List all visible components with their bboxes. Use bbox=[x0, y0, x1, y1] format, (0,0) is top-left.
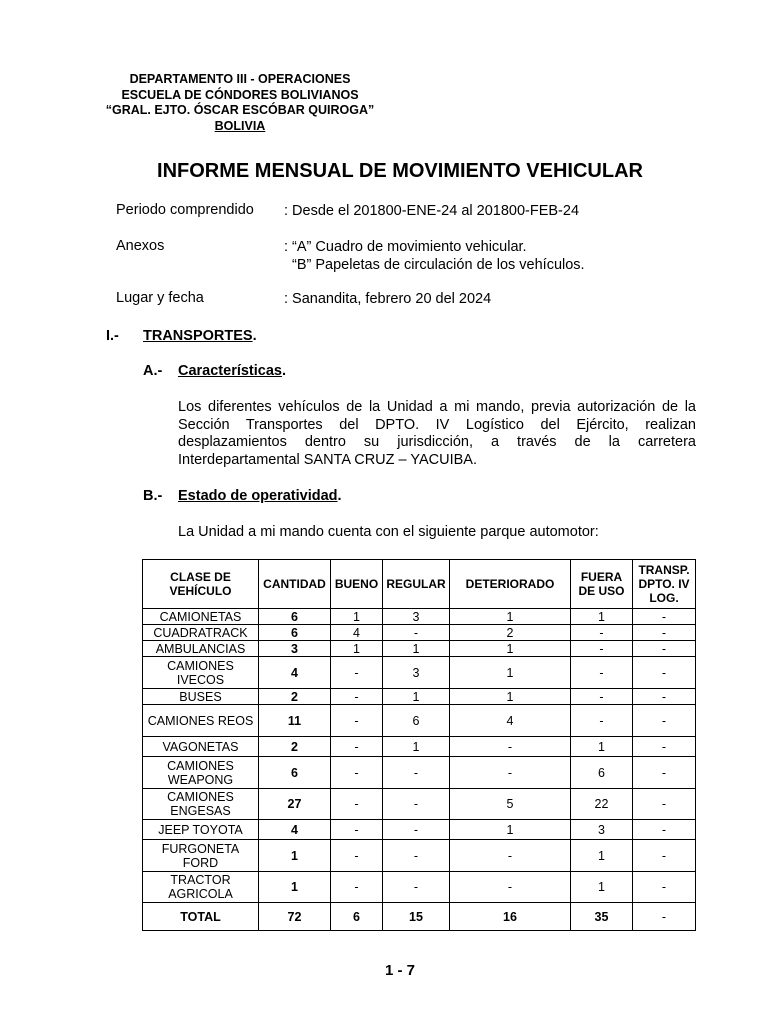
table-row: CAMIONES REOS 11 - 6 4 - - bbox=[143, 705, 696, 737]
table-row: VAGONETAS 2 - 1 - 1 - bbox=[143, 737, 696, 757]
col-bueno: BUENO bbox=[331, 560, 383, 609]
table-row: CAMIONES ENGESAS 27 - - 5 22 - bbox=[143, 789, 696, 820]
anexo-b: “B” Papeletas de circulación de los vehículos. bbox=[292, 257, 585, 273]
anexos-label: Anexos bbox=[116, 238, 165, 254]
col-transp: TRANSP. DPTO. IV LOG. bbox=[633, 560, 696, 609]
table-row: FURGONETA FORD 1 - - - 1 - bbox=[143, 840, 696, 872]
table-row: CAMIONES IVECOS 4 - 3 1 - - bbox=[143, 657, 696, 689]
header-school-name: “GRAL. EJTO. ÓSCAR ESCÓBAR QUIROGA” bbox=[105, 103, 375, 117]
table-row: AMBULANCIAS 3 1 1 1 - - bbox=[143, 641, 696, 657]
section-1-number: I.- bbox=[106, 328, 119, 344]
section-1-heading: TRANSPORTES. bbox=[143, 328, 257, 344]
lugar-label: Lugar y fecha bbox=[116, 290, 204, 306]
total-label: TOTAL bbox=[143, 903, 259, 931]
header-school: ESCUELA DE CÓNDORES BOLIVIANOS bbox=[121, 87, 359, 102]
periodo-label: Periodo comprendido bbox=[116, 202, 254, 218]
anexos-list bbox=[284, 238, 585, 274]
section-b-intro: La Unidad a mi mando cuenta con el siguiente parque automotor: bbox=[178, 524, 599, 540]
periodo-value: : Desde el 201800-ENE-24 al 201800-FEB-24 bbox=[284, 203, 580, 219]
section-a-number: A.- bbox=[143, 363, 163, 379]
lugar-value: : Sanandita, febrero 20 del 2024 bbox=[284, 291, 492, 307]
table-row: CAMIONETAS 6 1 3 1 1 - bbox=[143, 609, 696, 625]
table-row: CAMIONES WEAPONG 6 - - - 6 - bbox=[143, 757, 696, 789]
page-number: 1 - 7 bbox=[384, 962, 415, 979]
document-title: INFORME MENSUAL DE MOVIMIENTO VEHICULAR bbox=[157, 160, 643, 182]
vehicle-table bbox=[142, 559, 696, 931]
col-fuera: FUERA DE USO bbox=[571, 560, 633, 609]
col-clase: CLASE DE VEHÍCULO bbox=[143, 560, 259, 609]
table-row: JEEP TOYOTA 4 - - 1 3 - bbox=[143, 820, 696, 840]
section-a-title: Características bbox=[178, 363, 282, 379]
section-b-heading: Estado de operatividad. bbox=[178, 488, 342, 504]
section-a-paragraph: Los diferentes vehículos de la Unidad a mi mando, previa autorización de la Sección Transportes del DPTO. IV Logístico del Ejército, realizan desplazamientos dentro su jurisdicción, a través de la carretera Interdepartamental SANTA CRUZ – YACUIBA. bbox=[178, 399, 696, 468]
header-department: DEPARTAMENTO III - OPERACIONES bbox=[129, 72, 351, 86]
col-deteriorado: DETERIORADO bbox=[450, 560, 571, 609]
col-cantidad: CANTIDAD bbox=[259, 560, 331, 609]
section-a-heading: Características. bbox=[178, 363, 287, 379]
anexo-a: : “A” Cuadro de movimiento vehicular. bbox=[284, 239, 527, 255]
section-b-number: B.- bbox=[143, 488, 163, 504]
table-row: CUADRATRACK 6 4 - 2 - - bbox=[143, 625, 696, 641]
table-row: TRACTOR AGRICOLA 1 - - - 1 - bbox=[143, 872, 696, 903]
header-country: BOLIVIA bbox=[214, 118, 266, 133]
table-header-row bbox=[143, 560, 696, 609]
section-b-title: Estado de operatividad bbox=[178, 488, 338, 504]
table-total-row: TOTAL 72 6 15 16 35 - bbox=[143, 903, 696, 931]
section-1-title: TRANSPORTES bbox=[143, 328, 253, 344]
col-regular: REGULAR bbox=[383, 560, 450, 609]
org-header bbox=[80, 72, 400, 134]
table-row: BUSES 2 - 1 1 - - bbox=[143, 689, 696, 705]
